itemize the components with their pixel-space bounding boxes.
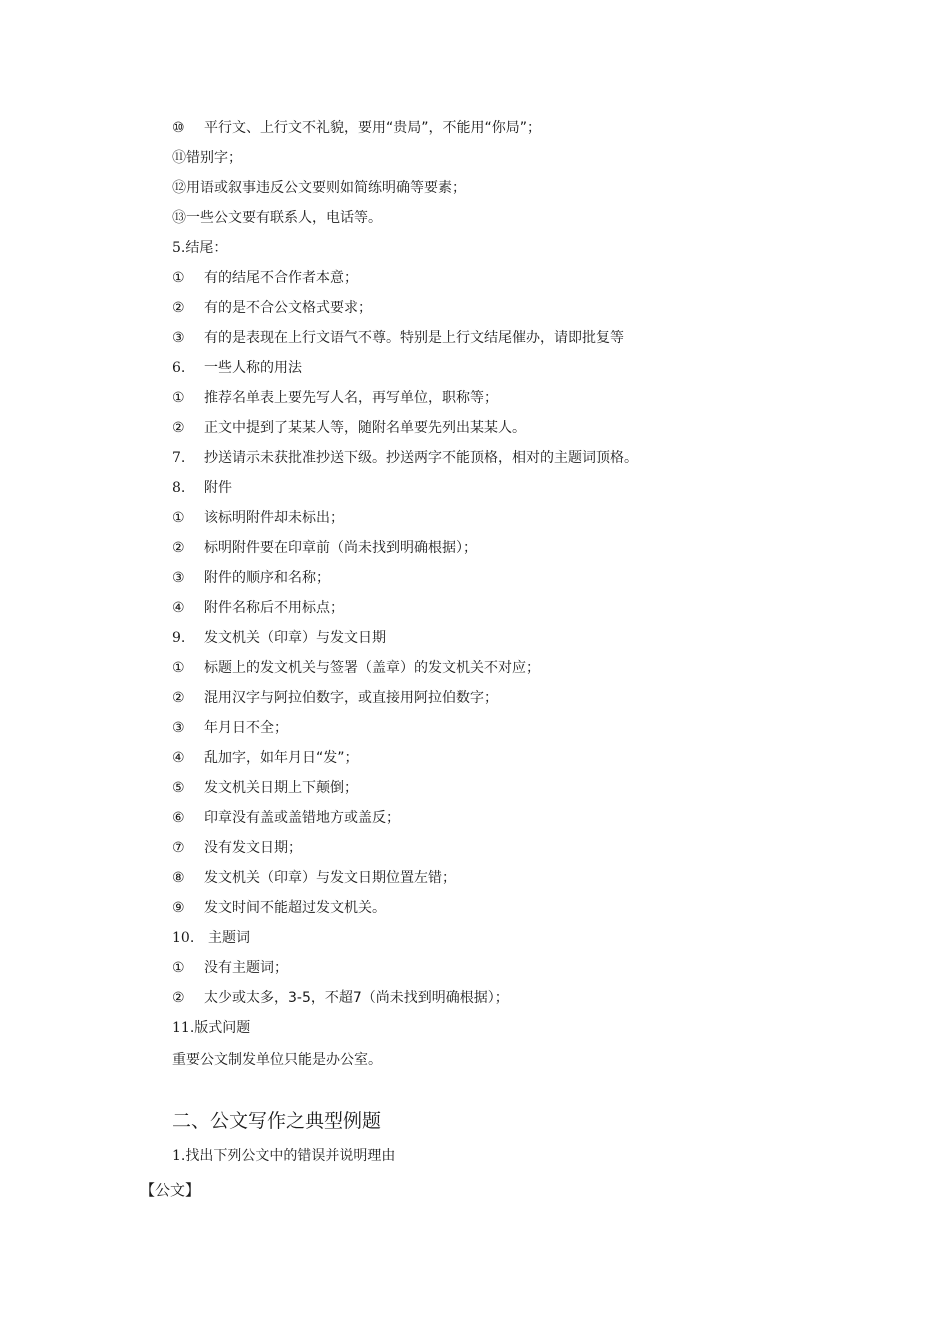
- item-marker: ⑥: [172, 810, 185, 826]
- item-text: 有的结尾不合作者本意；: [204, 270, 358, 286]
- item-marker: ①: [172, 660, 185, 676]
- item-text: 附件名称后不用标点；: [204, 600, 344, 616]
- item-text: 太少或太多，3-5，不超7（尚未找到明确根据）；: [204, 990, 509, 1006]
- item-text: 乱加字，如年月日“发”；: [204, 750, 359, 766]
- item-text: 找出下列公文中的错误并说明理由: [185, 1148, 396, 1164]
- item-marker: ④: [172, 600, 185, 616]
- list-item: [172, 568, 330, 588]
- item-marker: 10.: [172, 930, 195, 946]
- item-marker: 1.: [172, 1148, 186, 1164]
- item-marker: ①: [172, 510, 185, 526]
- list-item: [172, 958, 288, 978]
- list-item: [172, 748, 359, 768]
- item-text: 附件: [204, 480, 232, 496]
- section-item: [172, 478, 232, 498]
- item-marker: ③: [172, 570, 185, 586]
- item-text: 年月日不全；: [204, 720, 288, 736]
- item-marker: ①: [172, 390, 185, 406]
- list-item: [172, 508, 344, 528]
- list-item: [172, 538, 477, 558]
- list-item: [172, 178, 466, 198]
- item-marker: 5.: [172, 240, 186, 256]
- item-text: 抄送请示未获批准抄送下级。抄送两字不能顶格，相对的主题词顶格。: [204, 450, 638, 466]
- section-item: [172, 628, 386, 648]
- item-marker: ⑧: [172, 870, 185, 886]
- list-item: [172, 868, 456, 888]
- item-text: 印章没有盖或盖错地方或盖反；: [204, 810, 400, 826]
- item-text: 没有发文日期；: [204, 840, 302, 856]
- item-marker: ①: [172, 960, 185, 976]
- list-item: [172, 838, 302, 858]
- item-marker: ⑪: [172, 150, 186, 166]
- item-marker: ③: [172, 330, 185, 346]
- list-item: [172, 688, 498, 708]
- section-item: [172, 238, 227, 258]
- item-marker: 8.: [172, 480, 186, 496]
- item-marker: ⑩: [172, 120, 185, 136]
- list-item: [172, 148, 242, 168]
- item-marker: ②: [172, 420, 185, 436]
- item-marker: 9.: [172, 630, 186, 646]
- section-item: [172, 1146, 395, 1166]
- item-text: 一些公文要有联系人，电话等。: [186, 210, 382, 226]
- list-item: [172, 118, 541, 138]
- item-text: 该标明附件却未标出；: [204, 510, 344, 526]
- item-text: 标明附件要在印章前（尚未找到明确根据）；: [204, 540, 477, 556]
- list-item: [172, 898, 386, 918]
- item-text: 用语或叙事违反公文要则如简练明确等要素；: [186, 180, 466, 196]
- item-marker: 11.: [172, 1020, 195, 1036]
- item-marker: 6.: [172, 360, 186, 376]
- list-item: [172, 778, 358, 798]
- section-item: [172, 358, 302, 378]
- paragraph: [172, 1050, 382, 1070]
- list-item: [172, 328, 624, 348]
- item-marker: ②: [172, 690, 185, 706]
- document-tag: 【公文】: [140, 1181, 201, 1199]
- item-text: 发文机关（印章）与发文日期: [204, 630, 386, 646]
- item-text: 主题词: [208, 930, 250, 946]
- section-item: [172, 928, 250, 948]
- item-text: 有的是不合公文格式要求；: [204, 300, 372, 316]
- list-item: [172, 298, 372, 318]
- section-item: [172, 1018, 250, 1038]
- item-text: 推荐名单表上要先写人名，再写单位，职称等；: [204, 390, 498, 406]
- item-marker: ⑫: [172, 180, 186, 196]
- item-text: 发文机关（印章）与发文日期位置左错；: [204, 870, 456, 886]
- list-item: [172, 388, 498, 408]
- list-item: [172, 418, 526, 438]
- item-marker: ③: [172, 720, 185, 736]
- list-item: [172, 598, 344, 618]
- list-item: [172, 808, 400, 828]
- item-marker: ⑨: [172, 900, 185, 916]
- list-item: [172, 208, 382, 228]
- item-marker: ②: [172, 300, 185, 316]
- item-marker: 7.: [172, 450, 186, 466]
- item-marker: ②: [172, 540, 185, 556]
- section-item: [172, 448, 638, 468]
- item-text: 结尾：: [185, 240, 228, 256]
- list-item: [172, 658, 540, 678]
- item-marker: ④: [172, 750, 185, 766]
- item-text: 重要公文制发单位只能是办公室。: [172, 1052, 382, 1068]
- item-text: 没有主题词；: [204, 960, 288, 976]
- item-text: 发文机关日期上下颠倒；: [204, 780, 358, 796]
- item-marker: ②: [172, 990, 185, 1006]
- list-item: [172, 268, 358, 288]
- item-marker: ⑬: [172, 210, 186, 226]
- item-marker: ⑦: [172, 840, 185, 856]
- item-text: 标题上的发文机关与签署（盖章）的发文机关不对应；: [204, 660, 540, 676]
- item-marker: ⑤: [172, 780, 185, 796]
- item-text: 混用汉字与阿拉伯数字，或直接用阿拉伯数字；: [204, 690, 498, 706]
- item-text: 版式问题: [194, 1020, 251, 1036]
- item-text: 错别字；: [186, 150, 242, 166]
- list-item: [172, 718, 288, 738]
- item-text: 有的是表现在上行文语气不尊。特别是上行文结尾催办，请即批复等: [204, 330, 624, 346]
- item-text: 正文中提到了某某人等，随附名单要先列出某某人。: [204, 420, 526, 436]
- item-text: 一些人称的用法: [204, 360, 302, 376]
- list-item: [172, 988, 509, 1008]
- item-marker: ①: [172, 270, 185, 286]
- item-text: 附件的顺序和名称；: [204, 570, 330, 586]
- item-text: 发文时间不能超过发文机关。: [204, 900, 386, 916]
- item-text: 平行文、上行文不礼貌，要用“贵局”，不能用“你局”；: [204, 120, 542, 136]
- section-heading: 二、公文写作之典型例题: [172, 1110, 382, 1132]
